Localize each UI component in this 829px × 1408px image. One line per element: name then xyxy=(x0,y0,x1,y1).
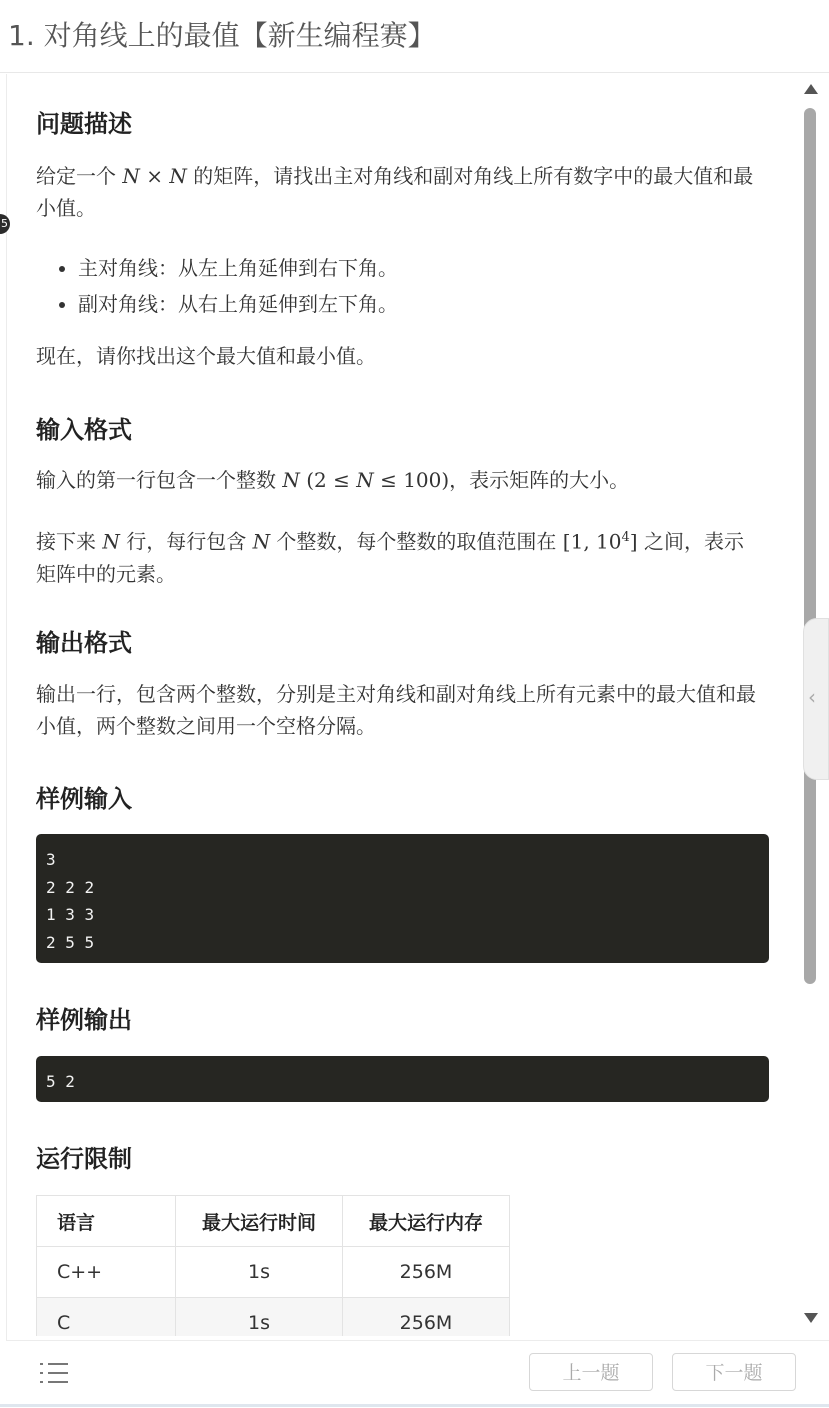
column-header: 最大运行内存 xyxy=(343,1196,510,1247)
text-span: 的矩阵，请找出主对角线和副对角线上所有数字中的最大值和最小值。 xyxy=(36,164,754,220)
math-superscript: 4 xyxy=(621,530,630,545)
next-problem-button[interactable]: 下一题 xyxy=(672,1353,796,1391)
scroll-up-arrow-icon[interactable] xyxy=(804,84,818,94)
description-paragraph-2: 现在，请你找出这个最大值和最小值。 xyxy=(36,344,376,368)
math-n: N xyxy=(356,468,374,492)
list-item: • 副对角线：从右上角延伸到左下角。 xyxy=(78,286,398,322)
output-format-heading: 输出格式 xyxy=(36,629,132,657)
text-span: 给定一个 xyxy=(36,164,123,188)
table-header-row xyxy=(37,1196,510,1247)
list-line xyxy=(48,1372,68,1374)
column-header: 最大运行时间 xyxy=(176,1196,343,1247)
sample-input-code[interactable]: 3 2 2 2 1 3 3 2 5 5 xyxy=(36,834,769,963)
scroll-thumb[interactable] xyxy=(804,108,816,984)
problem-content xyxy=(36,74,776,1336)
menu-list-icon[interactable] xyxy=(40,1359,70,1387)
table-cell: C++ xyxy=(37,1247,176,1298)
table-cell: 1s xyxy=(176,1298,343,1337)
math-n: N xyxy=(169,164,187,188)
text-span: 个整数，每个整数的取值范围在 xyxy=(270,529,563,554)
description-paragraph xyxy=(36,160,761,224)
sample-input-heading: 样例输入 xyxy=(36,785,132,813)
input-paragraph-2 xyxy=(36,522,761,590)
panel-divider xyxy=(6,74,7,1340)
input-paragraph-1 xyxy=(36,464,761,496)
math-times: × xyxy=(146,164,163,188)
math-n: N xyxy=(102,529,120,554)
math-range: ] xyxy=(629,529,638,554)
list-dot xyxy=(40,1363,43,1365)
table-cell: C xyxy=(37,1298,176,1337)
text-span: 行，每行包含 xyxy=(119,529,253,554)
text-span: 输入的第一行包含一个整数 xyxy=(36,468,283,492)
scroll-down-arrow-icon[interactable] xyxy=(804,1313,818,1323)
math-n: N xyxy=(252,529,271,554)
math-n: N xyxy=(122,164,140,188)
table-cell: 256M xyxy=(343,1298,510,1337)
limits-table xyxy=(36,1195,510,1336)
diagonal-list xyxy=(36,250,398,322)
column-header: 语言 xyxy=(37,1196,176,1247)
list-line xyxy=(48,1381,68,1383)
text-span: 接下来 xyxy=(36,529,103,554)
list-line xyxy=(48,1363,68,1365)
chevron-left-icon: ‹ xyxy=(808,685,816,709)
math-range: [1, 10 xyxy=(562,529,622,554)
sample-output-code[interactable]: 5 2 xyxy=(36,1056,769,1102)
table-row xyxy=(37,1247,510,1298)
math-range: (2 ≤ xyxy=(306,468,357,492)
footer-bar xyxy=(6,1340,829,1408)
list-dot xyxy=(40,1381,43,1383)
table-row xyxy=(37,1298,510,1337)
limits-heading: 运行限制 xyxy=(36,1145,132,1173)
input-format-heading: 输入格式 xyxy=(36,416,132,444)
text-span: ，表示矩阵的大小。 xyxy=(449,468,630,492)
list-item: • 主对角线：从左上角延伸到右下角。 xyxy=(78,250,398,286)
table-cell: 256M xyxy=(343,1247,510,1298)
table-cell: 1s xyxy=(176,1247,343,1298)
side-badge[interactable]: 5 xyxy=(0,214,10,234)
title-bar xyxy=(0,0,829,73)
list-dot xyxy=(40,1372,43,1374)
math-range: ≤ 100) xyxy=(373,468,450,492)
sample-output-heading: 样例输出 xyxy=(36,1006,132,1034)
output-paragraph: 输出一行，包含两个整数，分别是主对角线和副对角线上所有元素中的最大值和最小值，两个整数之间用一个空格分隔。 xyxy=(36,682,756,738)
math-n: N xyxy=(282,468,300,492)
prev-problem-button[interactable]: 上一题 xyxy=(529,1353,653,1391)
text-span: 之间，表示矩阵中的元素。 xyxy=(36,529,744,586)
problem-title: 1. 对角线上的最值【新生编程赛】 xyxy=(8,19,436,52)
collapse-panel-handle[interactable] xyxy=(803,618,829,780)
description-heading: 问题描述 xyxy=(36,110,132,138)
